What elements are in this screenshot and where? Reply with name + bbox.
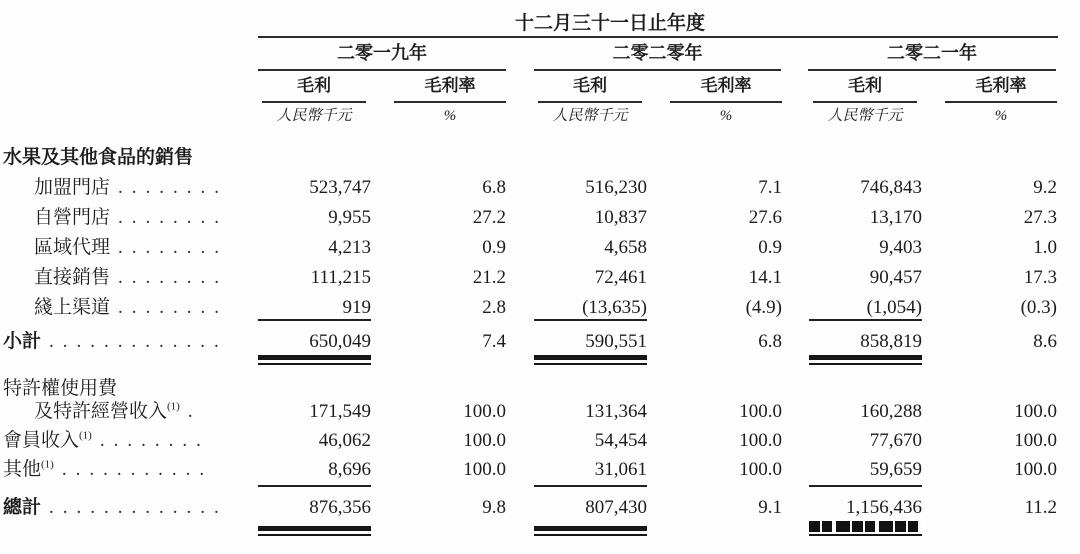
row-label — [0, 497, 258, 519]
gp-2021: 746,843 — [860, 177, 922, 198]
gp-2019: 876,356 — [309, 497, 371, 518]
margin-2019: 27.2 — [472, 207, 506, 228]
gp-2020: 31,061 — [594, 459, 647, 480]
margin-header-2019: 毛利率 — [394, 75, 506, 103]
row-label-text: 總計 — [3, 497, 42, 518]
gp-2019: 919 — [342, 297, 371, 318]
dot-leader: . — [187, 401, 202, 422]
gp-2021: 90,457 — [869, 267, 922, 288]
footnote-marker: (1) — [41, 459, 54, 471]
unit-rmb-2020: 人民幣千元 — [552, 108, 628, 124]
single-rule — [809, 485, 922, 487]
gp-2020: 807,430 — [585, 497, 647, 518]
margin-2020: 0.9 — [758, 237, 782, 258]
table-row — [0, 229, 1080, 259]
gp-2019: 523,747 — [309, 177, 371, 198]
single-rule — [258, 319, 371, 321]
double-rule — [258, 526, 371, 536]
unit-percent-2019: % — [443, 108, 457, 124]
table-row — [0, 400, 1080, 423]
margin-header-2021: 毛利率 — [945, 75, 1057, 103]
margin-2021: 17.3 — [1023, 267, 1057, 288]
gp-2019: 650,049 — [309, 331, 371, 352]
gp-2021: 13,170 — [869, 207, 922, 228]
gp-header-2020: 毛利 — [538, 75, 642, 103]
unit-percent-2021: % — [994, 108, 1008, 124]
margin-2020: 100.0 — [739, 459, 782, 480]
gp-2019: 46,062 — [318, 430, 371, 451]
gp-2020: 590,551 — [585, 331, 647, 352]
double-rule — [534, 355, 647, 365]
row-label-text: 自營門店 — [34, 207, 111, 228]
gp-2020: 72,461 — [594, 267, 647, 288]
total-double-rule-row — [0, 521, 1080, 536]
margin-2021: 8.6 — [1033, 331, 1057, 352]
margin-2019: 9.8 — [482, 497, 506, 518]
double-rule — [809, 355, 922, 365]
label-column-header — [0, 75, 258, 103]
row-label-text: 加盟門店 — [34, 177, 111, 198]
gp-2019: 8,696 — [328, 459, 371, 480]
row-label — [0, 297, 258, 319]
period-title: 十二月三十一日止年度 — [514, 13, 705, 34]
margin-2019: 2.8 — [482, 297, 506, 318]
row-label-text: 其他 — [3, 459, 42, 480]
margin-2021: 27.3 — [1023, 207, 1057, 228]
margin-2021: 9.2 — [1033, 177, 1057, 198]
gp-2020: 54,454 — [594, 430, 647, 451]
watermark-blocks — [809, 521, 922, 532]
single-rule — [809, 319, 922, 321]
section-label: 水果及其他食品的銷售 — [3, 147, 194, 168]
margin-2020: (4.9) — [745, 297, 782, 318]
row-label — [0, 430, 258, 452]
dot-leader: ........ — [118, 267, 229, 288]
gp-2020: 131,364 — [585, 401, 647, 422]
margin-2019: 100.0 — [463, 459, 506, 480]
gp-2021: 9,403 — [879, 237, 922, 258]
single-rule — [258, 485, 371, 487]
margin-2020: 27.6 — [748, 207, 782, 228]
margin-2021: (0.3) — [1020, 297, 1057, 318]
margin-2020: 9.1 — [758, 497, 782, 518]
gp-2021: 77,670 — [869, 430, 922, 451]
footnote-marker: (1) — [79, 430, 92, 442]
row-label-text: 區域代理 — [34, 237, 111, 258]
table-row — [0, 377, 1080, 400]
row-label — [0, 331, 258, 353]
gp-2020: (13,635) — [582, 297, 647, 318]
row-label-text: 小計 — [3, 331, 42, 352]
row-label — [0, 401, 258, 423]
row-label — [0, 459, 258, 481]
margin-header-2020: 毛利率 — [670, 75, 782, 103]
margin-2021: 100.0 — [1014, 459, 1057, 480]
table-row — [0, 259, 1080, 289]
dot-leader: ............. — [49, 497, 228, 518]
margin-2020: 6.8 — [758, 331, 782, 352]
double-rule — [534, 526, 647, 536]
table-row — [0, 169, 1080, 199]
margin-2021: 100.0 — [1014, 401, 1057, 422]
margin-2019: 6.8 — [482, 177, 506, 198]
row-label — [0, 237, 258, 259]
dot-leader: ........ — [99, 430, 210, 451]
gp-2021: 160,288 — [860, 401, 922, 422]
table-row — [0, 289, 1080, 319]
gp-2020: 516,230 — [585, 177, 647, 198]
dot-leader: ........ — [118, 177, 229, 198]
row-label-text: 綫上渠道 — [34, 297, 111, 318]
subtotal-row — [0, 321, 1080, 353]
margin-2020: 100.0 — [739, 430, 782, 451]
section-row — [0, 141, 1080, 169]
table-row — [0, 452, 1080, 481]
gp-2020: 10,837 — [594, 207, 647, 228]
gp-2019: 111,215 — [310, 267, 371, 288]
row-label — [0, 378, 258, 400]
gp-2019: 9,955 — [328, 207, 371, 228]
dot-leader: ........ — [118, 237, 229, 258]
margin-2019: 21.2 — [472, 267, 506, 288]
year-header-2021: 二零二一年 — [808, 42, 1056, 71]
gp-2021: (1,054) — [866, 297, 922, 318]
dot-leader: ........ — [118, 297, 229, 318]
margin-2021: 100.0 — [1014, 430, 1057, 451]
margin-2020: 7.1 — [758, 177, 782, 198]
gp-2021: 858,819 — [860, 331, 922, 352]
margin-2020: 100.0 — [739, 401, 782, 422]
row-label — [0, 177, 258, 199]
footnote-marker: (1) — [167, 401, 180, 413]
header-rule — [258, 36, 1058, 38]
margin-2019: 0.9 — [482, 237, 506, 258]
subtotal-double-rule-row — [0, 355, 1080, 365]
row-label-text: 及特許經營收入 — [34, 401, 168, 422]
watermark-fragment — [809, 521, 922, 536]
row-label — [0, 267, 258, 289]
margin-2019: 100.0 — [463, 401, 506, 422]
year-header-row — [0, 42, 1080, 71]
subheader-row — [0, 75, 1080, 103]
units-row — [0, 107, 1080, 133]
single-rule — [534, 485, 647, 487]
gp-2021: 1,156,436 — [846, 497, 922, 518]
gp-header-2019: 毛利 — [262, 75, 366, 103]
gp-header-2021: 毛利 — [813, 75, 917, 103]
margin-2021: 11.2 — [1024, 497, 1057, 518]
year-header-2020: 二零二零年 — [534, 42, 781, 71]
dot-leader: ............. — [49, 331, 228, 352]
dot-leader: ........ — [118, 207, 229, 228]
single-rule — [534, 319, 647, 321]
row-label-text: 特許權使用費 — [3, 378, 118, 399]
year-header-2019: 二零一九年 — [258, 42, 506, 71]
unit-percent-2020: % — [719, 108, 733, 124]
margin-2019: 7.4 — [482, 331, 506, 352]
gp-2019: 171,549 — [309, 401, 371, 422]
unit-rmb-2019: 人民幣千元 — [276, 108, 352, 124]
row-label — [0, 207, 258, 229]
dot-leader: ........... — [61, 459, 214, 480]
gp-2021: 59,659 — [869, 459, 922, 480]
margin-2021: 1.0 — [1033, 237, 1057, 258]
double-rule — [258, 355, 371, 365]
row-label-text: 會員收入 — [3, 430, 80, 451]
unit-rmb-2021: 人民幣千元 — [827, 108, 903, 124]
table-row — [0, 199, 1080, 229]
table-row — [0, 423, 1080, 452]
row-label-text: 直接銷售 — [34, 267, 111, 288]
margin-2019: 100.0 — [463, 430, 506, 451]
total-row — [0, 487, 1080, 519]
gp-2019: 4,213 — [328, 237, 371, 258]
gp-2020: 4,658 — [604, 237, 647, 258]
margin-2020: 14.1 — [748, 267, 782, 288]
